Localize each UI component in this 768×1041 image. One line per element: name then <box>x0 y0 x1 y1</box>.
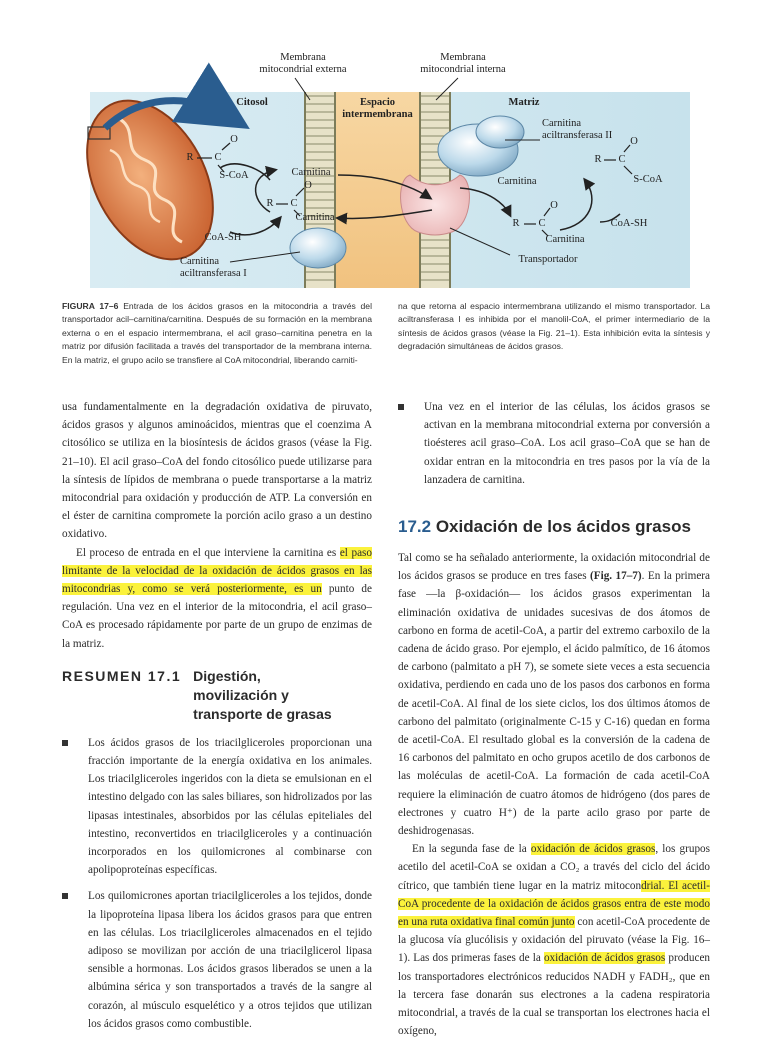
text-run: En la segunda fase de la <box>412 843 531 856</box>
figure-caption-text: Entrada de los ácidos grasos en la mitocondria a través del transportador acil–carnitina/carnitina. Después de su formación en la membrana externa o en el espacio intermembrana, el acil graso–carnitina penetra en la matriz por difusión facilitada a través del transportador de la membrana interna. En la matriz, el grupo acilo se transfiere al CoA mitocondrial, liberando carniti- <box>62 301 372 365</box>
label-carnitina-c: Carnitina <box>497 176 537 187</box>
cat2-protein-lobe <box>476 116 524 148</box>
text-run: producen los transportadores electrónicos reducidos NADH y FADH₂, que en la tercera fase donarán sus electrones a la cadena respiratoria mitocondrial, a través de la cual se transportan los electrones hacia el oxígeno, <box>398 952 711 1038</box>
bullet-square-icon <box>62 740 68 746</box>
label-r-right2: R <box>512 218 520 229</box>
label-o-mid: O <box>304 180 312 191</box>
resumen-header <box>62 667 372 724</box>
left-column <box>62 398 372 1033</box>
label-r-right: R <box>594 154 602 165</box>
highlighted-text: drial. El acetil-CoA procedente de la oxidación de ácidos grasos entra de este modo en una ruta oxidativa final común junto <box>398 879 710 929</box>
label-inner-membrane: Membrana mitocondrial interna <box>420 52 506 75</box>
paragraph <box>62 544 372 653</box>
label-intermembrane: Espacio intermembrana <box>342 97 413 120</box>
highlighted-text: oxidación de ácidos grasos <box>543 952 666 965</box>
paragraph <box>398 549 710 840</box>
paragraph <box>398 840 710 1040</box>
label-outer-membrane: Membrana mitocondrial externa <box>259 52 347 75</box>
figure-caption-left <box>62 300 372 367</box>
cat1-protein <box>290 228 346 268</box>
label-r-left: R <box>186 152 194 163</box>
figure-caption-right: na que retorna al espacio intermembrana utilizando el mismo transportador. La aciltransferasa I es inhibida por el manolil-CoA, el primer intermediario de la síntesis de ácidos grasos (véase la Fig. 21–1). Esta inhibición evita la síntesis y degradación simultáneas de ácidos grasos. <box>398 301 710 352</box>
bullet-text: Los quilomicrones aportan triacilgliceroles a los tejidos, donde la lipoproteína lipasa libera los ácidos grasos para que entren en las células. Los triacilgliceroles almacenados en el tejido adiposo se movilizan por acción de una triacilglicerol lipasa sensible a hormonas. Los ácidos grasos liberados se unen a la albúmina sérica y son transportados a través de la sangre al corazón, al músculo esquelético y a otros tejidos que utilizan los ácidos grasos como combustible. <box>88 890 372 1030</box>
text-run: Tal como se ha señalado anteriormente, la oxidación mitocondrial de los ácidos grasos se produce en tres fases <box>398 552 710 583</box>
text-run: , los grupos acetilo del acetil-CoA se oxidan a CO₂ a través del ciclo del ácido cítrico, que también tiene lugar en la matriz mitocon <box>398 843 711 892</box>
summary-bullet <box>398 398 710 489</box>
label-o-right2: O <box>550 200 558 211</box>
text-run: . En la primera fase —la β-oxidación— los ácidos grasos experimentan la eliminación oxidativa de unidades sucesivas de dos átomos de carbono en forma de acetil-CoA, a partir del extremo carboxilo de la cadena de ácido graso. Por ejemplo, el ácido palmítico, de 16 átomos de carbono (palmitato a pH 7), se somete siete veces a esta secuencia oxidativa, perdiendo en cada uno de los pasos dos carbonos en forma de acetil-CoA. Al final de los siete ciclos, los dos últimos átomos de carbono del palmitato (originalmente C-15 y C-16) quedan en forma de acetil-CoA. El resultado global es la conversión de la cadena de 16 carbonos del palmitato en ocho grupos acetilo de dos carbonos de las moléculas de acetil-CoA. La formación de cada acetil-CoA requiere la eliminación de cuatro átomos de hidrógeno (dos pares de electrones y cuatro H⁺) de la parte acilo graso por parte de deshidrogenasas. <box>398 570 710 838</box>
summary-bullet <box>62 887 372 1033</box>
label-scoa-left: S-CoA <box>219 170 249 181</box>
label-o-right: O <box>630 136 638 147</box>
label-carnitina-b: Carnitina <box>295 212 335 223</box>
label-c-left: C <box>214 152 222 163</box>
paragraph: usa fundamentalmente en la degradación oxidativa de piruvato, ácidos grasos y algunos aminoácidos, mientras que el coenzima A citosólico se utiliza en la biosíntesis de ácidos grasos (véase la Fig. 21–10). El acil graso–CoA del fondo citosólico puede utilizarse para la síntesis de lípidos de membrana o puede transportarse a la matriz mitocondrial para oxidación y producción de ATP. La conversión en el éster de carnitina compromete la porción acilo graso a un destino oxidativo. <box>62 401 372 541</box>
label-cytosol: Citosol <box>236 97 268 108</box>
summary-bullet <box>62 734 372 880</box>
section-number: 17.2 <box>398 517 432 537</box>
label-matrix: Matriz <box>508 97 540 108</box>
figure-illustration <box>0 0 768 300</box>
bullet-text: Los ácidos grasos de los triacilgliceroles proporcionan una fracción importante de la energía oxidativa en los animales. Los triacilgliceroles ingeridos con la dieta se emulsionan en el intestino delgado con las sales biliares, son hidrolizados por las lipasas intestinales, absorbidos por las células epiteliales del intestino, reconvertidos en triacilgliceroles y a continuación incorporados en los quilomicrones al combinarse con apolipoproteínas específicas. <box>88 736 372 877</box>
text-run: punto de regulación. Una vez en el interior de la mitocondria, el acil graso–CoA es procesado rápidamente por parte de un grupo de enzimas de la matriz. <box>62 583 372 650</box>
bullet-square-icon <box>398 404 404 410</box>
highlighted-text: el paso limitante de la velocidad de la oxidación de ácidos grasos en las mitocondrias y, como se verá posteriormente, es un <box>62 546 372 596</box>
label-c-right: C <box>618 154 626 165</box>
label-c-mid: C <box>290 198 298 209</box>
label-carnitina-a: Carnitina <box>291 167 331 178</box>
figure-17-6 <box>0 0 768 300</box>
label-coash-right: CoA-SH <box>610 218 648 229</box>
label-scoa-right: S-CoA <box>633 174 663 185</box>
label-cat1: Carnitina aciltransferasa I <box>180 256 247 279</box>
label-r-mid: R <box>266 198 274 209</box>
bullet-square-icon <box>62 893 68 899</box>
label-cat2: Carnitina aciltransferasa II <box>542 118 613 141</box>
text-run: El proceso de entrada en el que interviene la carnitina es <box>76 546 340 559</box>
resumen-label: RESUMEN 17.1 <box>62 667 182 684</box>
highlighted-text: oxidación de ácidos grasos <box>530 843 656 856</box>
resumen-title: Digestión, movilización y transporte de grasas <box>193 667 332 722</box>
right-column <box>398 398 710 1041</box>
label-transporter: Transportador <box>518 254 578 265</box>
section-title: Oxidación de los ácidos grasos <box>435 517 691 537</box>
text-run: con acetil-CoA procedente de la glucosa vía glucólisis y oxidación del piruvato (véase la Fig. 16–1). Las dos primeras fases de la <box>398 916 711 965</box>
label-o-left: O <box>230 134 238 145</box>
figure-caption-label: FIGURA 17–6 <box>62 301 119 311</box>
section-heading <box>398 517 710 537</box>
label-coash-left: CoA-SH <box>204 232 242 243</box>
bullet-text: Una vez en el interior de las células, los ácidos grasos se activan en la membrana mitocondrial externa por conversión a tioésteres acil graso–CoA. Los acil graso–CoA que se han de oxidar entran en la mitocondria en tres pasos por la vía de la lanzadera de carnitina. <box>424 401 710 486</box>
label-c-right2: C <box>538 218 546 229</box>
label-carnitina-d: Carnitina <box>545 234 585 245</box>
figure-reference: (Fig. 17–7) <box>590 570 642 583</box>
